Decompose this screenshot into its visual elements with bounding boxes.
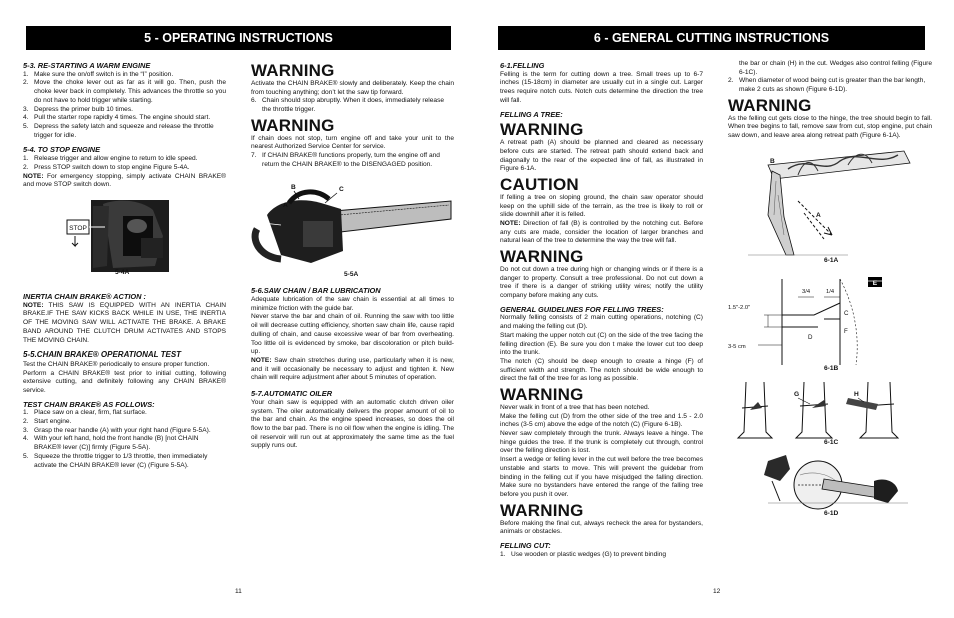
svg-text:1/4: 1/4 bbox=[826, 288, 835, 295]
list-item: 3. Grasp the rear handle (A) with your right hand (Figure 5-5A). bbox=[23, 426, 211, 434]
warning-text: A retreat path (A) should be planned and cleared as necessary before cuts are started. The retreat path should extend back and diagonally to the rear of the expected line of fall, as illustrated in Figure 6-1A. bbox=[500, 139, 703, 173]
chainsaw-brake-illustration bbox=[251, 173, 454, 273]
list-item: 2. Start engine. bbox=[23, 418, 72, 426]
svg-text:B: B bbox=[770, 157, 775, 165]
warning-text: As the felling cut gets close to the hinge, the tree should begin to fall. When tree begins to fall, remove saw from cut, stop engine, put chain saw down, and leave area along retreat path (Figure 6-1A). bbox=[728, 114, 932, 140]
list-item: 5. Squeeze the throttle trigger to 1/3 throttle, then immediately activate the CHAIN BRAKE® lever (C) (Figure 5-5A). bbox=[23, 452, 208, 469]
caution-text: If felling a tree on sloping ground, the chain saw operator should keep on the uphill side of the terrain, as the tree is likely to roll or slide downhill after it is felled. bbox=[500, 193, 703, 219]
left-column-2 bbox=[251, 60, 454, 451]
heading-restart: 5-3. RE-STARTING A WARM ENGINE bbox=[23, 61, 151, 70]
never-saw-p: Never saw completely through the trunk. Always leave a hinge. The hinge guides the tree. If the trunk is completely cut through, control over the felling direction is lost. bbox=[500, 430, 703, 455]
optest-p1: Test the CHAIN BRAKE® periodically to ensure proper function. bbox=[23, 360, 210, 368]
lube-p2: Never starve the bar and chain of oil. Running the saw with too little oil will decrease cutting efficiency, shorten saw chain life, cause rapid dulling of chain, and cause excessive wear of bar from overheating. Too little oil is evidenced by smoke, bar discoloration or pitch build-up. bbox=[251, 313, 454, 356]
stop-label: STOP bbox=[69, 224, 87, 232]
page-right bbox=[477, 0, 954, 618]
insert-wedge-p: Insert a wedge or felling lever in the cut well before the tree becomes unstable and starts to move. This will prevent the guidebar from binding in the felling cut if you have misjudged the falling direction. Make sure no bystanders have entered the range of the falling tree before you push it over. bbox=[500, 456, 703, 498]
figure-label-5-5a: 5-5A bbox=[344, 271, 359, 279]
stop-steps bbox=[23, 155, 226, 172]
figure-6-1c bbox=[728, 376, 932, 450]
right-column-1 bbox=[500, 58, 703, 559]
figure-6-1b bbox=[728, 275, 932, 375]
right-column-2 bbox=[728, 60, 932, 521]
warning-title: WARNING bbox=[728, 95, 812, 115]
section-banner-cutting: 6 - GENERAL CUTTING INSTRUCTIONS bbox=[498, 26, 925, 50]
heading-felling-a-tree: FELLING A TREE: bbox=[500, 109, 563, 119]
svg-text:C: C bbox=[339, 186, 344, 194]
warning-title: WARNING bbox=[500, 120, 584, 140]
svg-text:1.5"-2.0": 1.5"-2.0" bbox=[728, 304, 751, 311]
restart-steps bbox=[23, 71, 226, 141]
heading-operational-test: 5-5.CHAIN BRAKE® OPERATIONAL TEST bbox=[23, 350, 182, 360]
heading-felling-cut: FELLING CUT: bbox=[500, 540, 551, 550]
svg-text:G: G bbox=[794, 390, 800, 398]
list-item: 2. When diameter of wood being cut is greater than the bar length, make 2 cuts as shown (Figure 6-1D). bbox=[728, 77, 926, 94]
warning-title: WARNING bbox=[500, 247, 584, 267]
figure-6-1d bbox=[728, 451, 932, 521]
svg-text:E: E bbox=[872, 279, 878, 287]
svg-text:D: D bbox=[808, 333, 813, 341]
svg-text:3/4: 3/4 bbox=[802, 288, 811, 295]
warning-text: Activate the CHAIN BRAKE® slowly and deliberately. Keep the chain from touching anything; don’t let the saw tip forward. bbox=[251, 79, 454, 96]
test-steps bbox=[23, 409, 226, 470]
wedges-illustration bbox=[728, 376, 932, 440]
section-banner-operating: 5 - OPERATING INSTRUCTIONS bbox=[26, 26, 451, 50]
list-item: 2. Press STOP switch down to stop engine Figure 5-4A. bbox=[23, 163, 190, 171]
page-number: 12 bbox=[713, 588, 721, 595]
step-6 bbox=[251, 97, 454, 114]
guidelines-p1: Normally felling consists of 2 main cutting operations, notching (C) and making the felling cut (D). bbox=[500, 314, 703, 331]
page-number: 11 bbox=[235, 588, 242, 595]
warning-title: WARNING bbox=[251, 61, 335, 80]
figure-5-5a bbox=[251, 173, 454, 281]
warning-title: WARNING bbox=[251, 115, 335, 135]
figure-5-4a bbox=[23, 196, 226, 288]
lube-p1: Adequate lubrication of the saw chain is essential at all times to minimize friction with the guide bar. bbox=[251, 296, 454, 312]
step-7 bbox=[251, 152, 454, 169]
notch-cut-diagram bbox=[728, 275, 932, 367]
caution-note: NOTE: Direction of fall (B) is controlled by the notching cut. Before any cuts are made, consider the location of larger branches and natural lean of the tree to determine the way the tree will fall. bbox=[500, 219, 703, 245]
warning-text: Before making the final cut, always recheck the area for bystanders, animals or obstacles. bbox=[500, 519, 703, 536]
list-item: 4. Pull the starter rope rapidly 4 times. The engine should start. bbox=[23, 114, 211, 122]
optest-p2: Perform a CHAIN BRAKE® test prior to initial cutting, following extensive cutting, and definitely following any CHAIN BRAKE® service. bbox=[23, 369, 226, 394]
warning-text: Never walk in front of a tree that has been notched. bbox=[500, 403, 650, 411]
warning-title: WARNING bbox=[500, 385, 584, 405]
list-item: 3. Depress the primer bulb 10 times. bbox=[23, 105, 133, 113]
two-cuts-illustration bbox=[728, 451, 932, 511]
figure-label-5-4a: 5-4A bbox=[115, 268, 130, 276]
felling-p: Felling is the term for cutting down a tree. Small trees up to 6-7 inches (15-18cm) in diameter are usually cut in a single cut. Larger trees require notch cuts. Notch cuts determine the direction the tree will fall. bbox=[500, 70, 703, 104]
heading-lubrication: 5-6.SAW CHAIN / BAR LUBRICATION bbox=[251, 286, 381, 296]
svg-text:H: H bbox=[854, 390, 859, 398]
oiler-p: Your chain saw is equipped with an automatic clutch driven oiler system. The oiler automatically delivers the proper amount of oil to the bar and chain. As the engine speed increases, so does the oil flow to the bar pad. There is no oil flow when the engine is idling. The oil reservoir will run out at approximately the same time as the fuel supply runs out. bbox=[251, 398, 454, 450]
make-cut-p: Make the felling cut (D) from the other side of the tree and 1.5 - 2.0 inches (3-5 cm) above the edge of the notch (C) (Figure 6-1B). bbox=[500, 412, 703, 429]
list-item: 1. Place saw on a clear, firm, flat surface. bbox=[23, 409, 147, 417]
list-item: 1. Use wooden or plastic wedges (G) to prevent binding bbox=[500, 550, 667, 558]
felling-cut-steps bbox=[500, 551, 703, 560]
figure-label-6-1a: 6-1A bbox=[824, 256, 839, 264]
figure-6-1a bbox=[728, 145, 932, 275]
list-item: 4. With your left hand, hold the front handle (B) [not CHAIN BRAKE® lever (C)] firmly (Figure 5-5A). bbox=[23, 435, 199, 452]
svg-text:C: C bbox=[844, 309, 849, 317]
list-item: 7. If CHAIN BRAKE® functions properly, turn the engine off and return the CHAIN BRAKE® to the DISENGAGED position. bbox=[251, 151, 440, 168]
warning-text: If chain does not stop, turn engine off and take your unit to the nearest Authorized Service Center for service. bbox=[251, 134, 454, 151]
felling-cut-step-2 bbox=[728, 77, 932, 94]
figure-label-6-1d: 6-1D bbox=[824, 509, 839, 517]
svg-text:A: A bbox=[283, 202, 288, 210]
figure-label-6-1c: 6-1C bbox=[824, 438, 839, 446]
list-item: 2. Move the choke lever out as far as it will go. Then, push the choke lever back in completely. This advances the throttle so you do not have to hold trigger while starting. bbox=[23, 79, 226, 104]
stop-note: NOTE: For emergency stopping, simply activate CHAIN BRAKE® and move STOP switch down. bbox=[23, 172, 226, 189]
guidelines-p3: The notch (C) should be deep enough to create a hinge (F) of sufficient width and strength. The notch should be wide enough to direct the fall of the tree for as long as possible. bbox=[500, 358, 703, 383]
guidelines-p2: Start making the upper notch cut (C) on the side of the tree facing the felling direction (E). Be sure you don t make the lower cut too deep into the trunk. bbox=[500, 331, 703, 357]
svg-text:F: F bbox=[844, 327, 848, 335]
heading-stop-engine: 5-4. TO STOP ENGINE bbox=[23, 145, 101, 155]
heading-general-guidelines: GENERAL GUIDELINES FOR FELLING TREES: bbox=[500, 304, 664, 314]
felling-cut-continued: the bar or chain (H) in the cut. Wedges also control felling (Figure 6-1C). bbox=[739, 60, 932, 76]
inertia-note: NOTE: THIS SAW IS EQUIPPED WITH AN INERTIA CHAIN BRAKE.IF THE SAW KICKS BACK WHILE IN USE, THE INERTIA OF THE MOVING SAW WILL ACTIVATE THE BRAKE. A BRAKE BAND AROUND THE CLUTCH DRUM ACTIVATES AND STOPS THE MOVING CHAIN. bbox=[23, 301, 226, 344]
svg-text:3-5 cm: 3-5 cm bbox=[728, 343, 746, 350]
left-column-1 bbox=[23, 58, 226, 470]
list-item: 5. Depress the safety latch and squeeze and release the throttle trigger for idle. bbox=[23, 122, 214, 139]
warning-text: Do not cut down a tree during high or changing winds or if there is a danger to property. Consult a tree professional. Do not cut down a tree if there is a danger of striking utility wires; notify the utility company before making any cuts. bbox=[500, 265, 703, 300]
warning-title: WARNING bbox=[500, 500, 584, 520]
list-item: 6. Chain should stop abruptly. When it does, immediately release the throttle trigger. bbox=[251, 97, 445, 113]
list-item: 1. Make sure the on/off switch is in the “I” position. bbox=[23, 70, 174, 78]
svg-text:A: A bbox=[816, 211, 821, 219]
heading-automatic-oiler: 5-7.AUTOMATIC OILER bbox=[251, 389, 333, 399]
heading-inertia-brake: INERTIA CHAIN BRAKE® ACTION : bbox=[23, 291, 147, 301]
svg-text:B: B bbox=[291, 184, 296, 192]
list-item: 1. Release trigger and allow engine to return to idle speed. bbox=[23, 155, 198, 163]
caution-title: CAUTION bbox=[500, 175, 579, 194]
lube-note: NOTE: Saw chain stretches during use, particularly when it is new, and it will occasionally be necessary to adjust and tighten it. New chain will require adjustment after about 5 minutes of operation. bbox=[251, 357, 454, 382]
heading-test-follows: TEST CHAIN BRAKE® AS FOLLOWS: bbox=[23, 399, 155, 409]
falling-tree-illustration bbox=[728, 145, 932, 265]
heading-felling: 6-1.FELLING bbox=[500, 61, 545, 70]
figure-label-6-1b: 6-1B bbox=[824, 364, 839, 372]
